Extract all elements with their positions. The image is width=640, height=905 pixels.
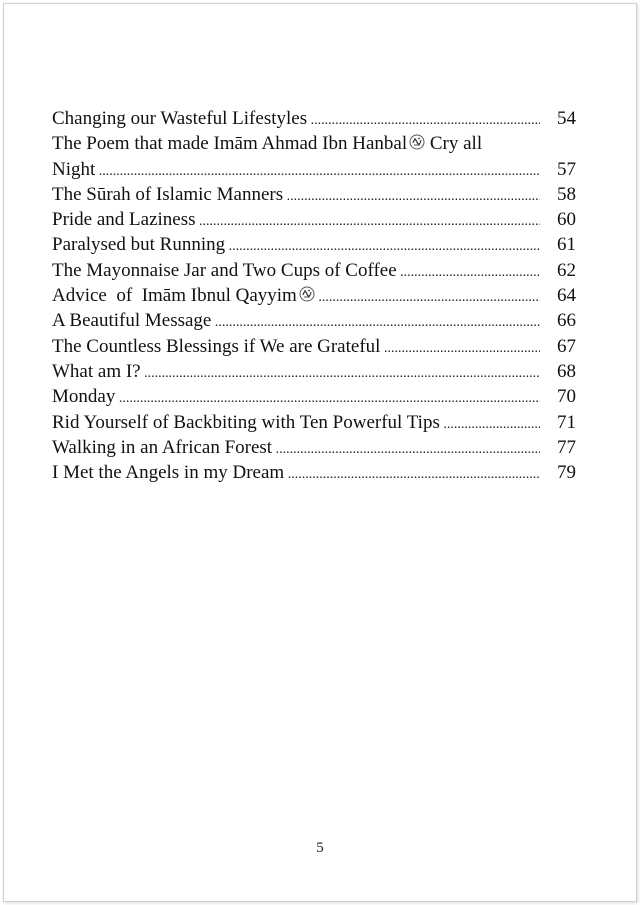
toc-entry-page: 58 (557, 183, 576, 205)
toc-entry-page: 57 (557, 158, 576, 180)
toc-entry (52, 384, 582, 409)
toc-entry-page: 79 (557, 462, 576, 484)
toc-entry-page: 68 (557, 360, 576, 382)
toc-entry-title: Changing our Wasteful Lifestyles ..... (52, 106, 540, 133)
toc-entry-title-line1 (52, 131, 540, 156)
toc-entry-title-wrap (52, 283, 540, 310)
toc-entry-page: 67 (557, 335, 576, 357)
toc-entry-title-part: Cry all (429, 133, 483, 155)
toc-entry (52, 106, 582, 131)
rahimahullah-calligraphy-icon (299, 286, 315, 302)
toc-entry (52, 334, 582, 359)
toc-entry (52, 232, 582, 257)
toc-entry (52, 207, 582, 232)
toc-entry-title: Paralysed but Running ..... (52, 232, 540, 259)
toc-entry-title: Pride and Laziness ..... (52, 207, 540, 234)
toc-entry-title: The Sūrah of Islamic Manners ..... (52, 182, 540, 209)
toc-entry-title: I Met the Angels in my Dream ..... (52, 460, 540, 487)
toc-entry-title: What am I? ..... (52, 359, 540, 386)
toc-entry-page: 62 (557, 259, 576, 281)
toc-entry (52, 283, 582, 308)
toc-entry (52, 460, 582, 485)
dot-leader (315, 285, 540, 306)
page-number: 5 (316, 840, 324, 856)
toc-entry (52, 435, 582, 460)
toc-entry-title-line2: Night ..... (52, 157, 540, 184)
toc-entry-title: Walking in an African Forest ..... (52, 435, 540, 462)
toc-entry (52, 359, 582, 384)
toc-entry-title: A Beautiful Message ..... (52, 308, 540, 335)
toc-entry (52, 410, 582, 435)
toc-entry-title: The Mayonnaise Jar and Two Cups of Coffee ..... (52, 258, 540, 285)
toc-entry-page: 54 (557, 108, 576, 129)
toc-entry (52, 258, 582, 283)
toc-entry-title: Monday ..... (52, 384, 540, 411)
toc-entry-title: Advice of Imām Ibnul Qayyim (52, 285, 297, 307)
toc-entry-page: 77 (557, 436, 576, 458)
toc-entry-page: 60 (557, 209, 576, 231)
toc-entry-title-part: The Poem that made Imām Ahmad Ibn Hanbal (52, 133, 408, 155)
toc-entry (52, 308, 582, 333)
toc-entry-page: 64 (557, 285, 576, 307)
rahimahullah-calligraphy-icon (409, 134, 425, 150)
toc-entry (52, 182, 582, 207)
table-of-contents (52, 106, 582, 485)
toc-entry (52, 131, 582, 182)
toc-entry-title: The Countless Blessings if We are Grateful ..... (52, 334, 540, 361)
toc-entry-page: 70 (557, 386, 576, 408)
toc-entry-page: 61 (557, 234, 576, 256)
toc-entry-title: Rid Yourself of Backbiting with Ten Powerful Tips ..... (52, 410, 540, 437)
toc-entry-page: 66 (557, 310, 576, 332)
toc-entry-page: 71 (557, 411, 576, 433)
